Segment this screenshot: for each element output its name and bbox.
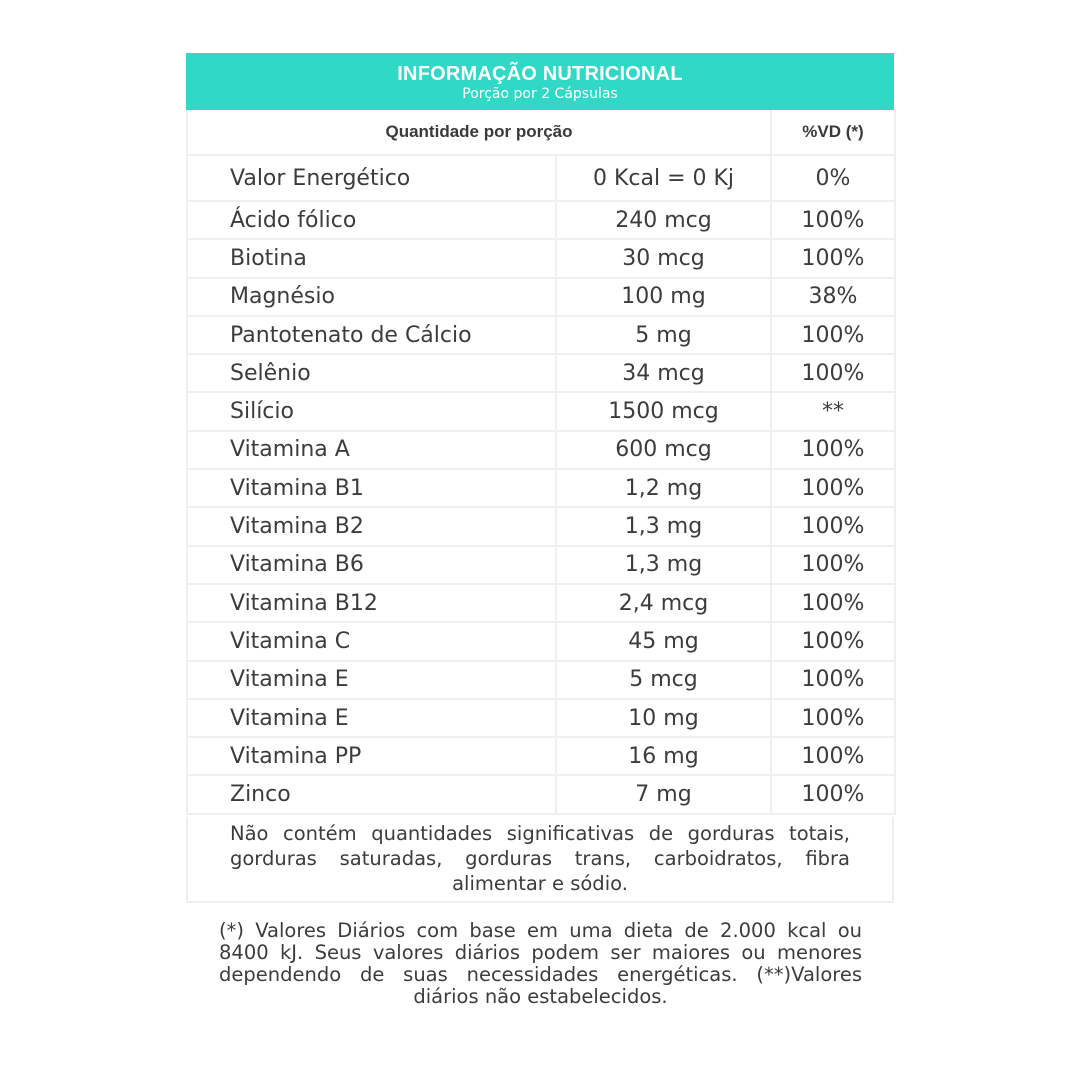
daily-values-footnote: (*) Valores Diários com base em uma dieta de 2.000 kcal ou 8400 kJ. Seus valores diários podem ser maiores ou menores dependendo de suas necessidades energéticas. (**)Valores diários não estabelecidos. [219,919,862,1008]
nutrient-vd: 100% [771,699,895,737]
quantity-column-header: Quantidade por porção [187,110,771,155]
nutrient-amount: 1,3 mg [556,507,771,545]
serving-size: Porção por 2 Cápsulas [462,86,618,102]
nutrient-name: Vitamina B2 [187,507,556,545]
table-row [187,316,895,354]
nutrient-amount: 100 mg [556,278,771,316]
nutrient-name: Vitamina B12 [187,584,556,622]
table-row [187,661,895,699]
nutrient-vd: 100% [771,737,895,775]
nutrition-title: INFORMAÇÃO NUTRICIONAL [397,63,683,85]
nutrient-name: Vitamina C [187,622,556,660]
nutrient-name: Vitamina E [187,661,556,699]
nutrient-amount: 10 mg [556,699,771,737]
nutrient-vd: 100% [771,507,895,545]
table-row [187,622,895,660]
table-row [187,431,895,469]
nutrient-amount: 34 mcg [556,354,771,392]
table-row [187,155,895,201]
nutrient-amount: 7 mg [556,775,771,813]
nutrient-amount: 5 mg [556,316,771,354]
nutrient-name: Vitamina B6 [187,546,556,584]
nutrient-amount: 240 mcg [556,201,771,239]
nutrient-name: Vitamina E [187,699,556,737]
table-row [187,392,895,430]
table-row [187,737,895,775]
nutrient-vd: ** [771,392,895,430]
nutrient-name: Vitamina PP [187,737,556,775]
column-header-row [187,110,895,155]
nutrition-header [186,53,894,110]
nutrient-name: Vitamina A [187,431,556,469]
nutrition-notice: Não contém quantidades significativas de gorduras totais, gorduras saturadas, gorduras trans, carboidratos, fibra alimentar e sódio. [186,817,894,903]
vd-column-header: %VD (*) [771,110,895,155]
table-row [187,201,895,239]
nutrient-vd: 38% [771,278,895,316]
nutrient-amount: 5 mcg [556,661,771,699]
table-row [187,699,895,737]
nutrient-name: Pantotenato de Cálcio [187,316,556,354]
table-row [187,278,895,316]
nutrient-amount: 30 mcg [556,239,771,277]
nutrient-vd: 100% [771,316,895,354]
nutrient-name: Zinco [187,775,556,813]
nutrient-name: Selênio [187,354,556,392]
nutrient-vd: 100% [771,201,895,239]
nutrient-name: Biotina [187,239,556,277]
table-row [187,354,895,392]
nutrient-name: Valor Energético [187,155,556,201]
nutrient-vd: 100% [771,239,895,277]
nutrient-amount: 1500 mcg [556,392,771,430]
nutrient-amount: 1,2 mg [556,469,771,507]
nutrient-vd: 100% [771,622,895,660]
table-row [187,507,895,545]
nutrient-amount: 45 mg [556,622,771,660]
nutrient-name: Ácido fólico [187,201,556,239]
nutrient-amount: 600 mcg [556,431,771,469]
nutrient-vd: 0% [771,155,895,201]
nutrition-table [186,110,896,815]
nutrient-amount: 0 Kcal = 0 Kj [556,155,771,201]
nutrient-amount: 2,4 mcg [556,584,771,622]
table-row [187,775,895,813]
table-row [187,546,895,584]
nutrition-facts-panel [186,53,894,903]
nutrient-name: Silício [187,392,556,430]
nutrient-name: Vitamina B1 [187,469,556,507]
nutrient-name: Magnésio [187,278,556,316]
table-row [187,239,895,277]
nutrient-vd: 100% [771,469,895,507]
nutrient-vd: 100% [771,431,895,469]
table-row [187,469,895,507]
nutrient-vd: 100% [771,584,895,622]
nutrient-vd: 100% [771,546,895,584]
nutrient-vd: 100% [771,661,895,699]
nutrient-amount: 16 mg [556,737,771,775]
nutrient-amount: 1,3 mg [556,546,771,584]
nutrient-vd: 100% [771,354,895,392]
nutrient-vd: 100% [771,775,895,813]
table-row [187,584,895,622]
